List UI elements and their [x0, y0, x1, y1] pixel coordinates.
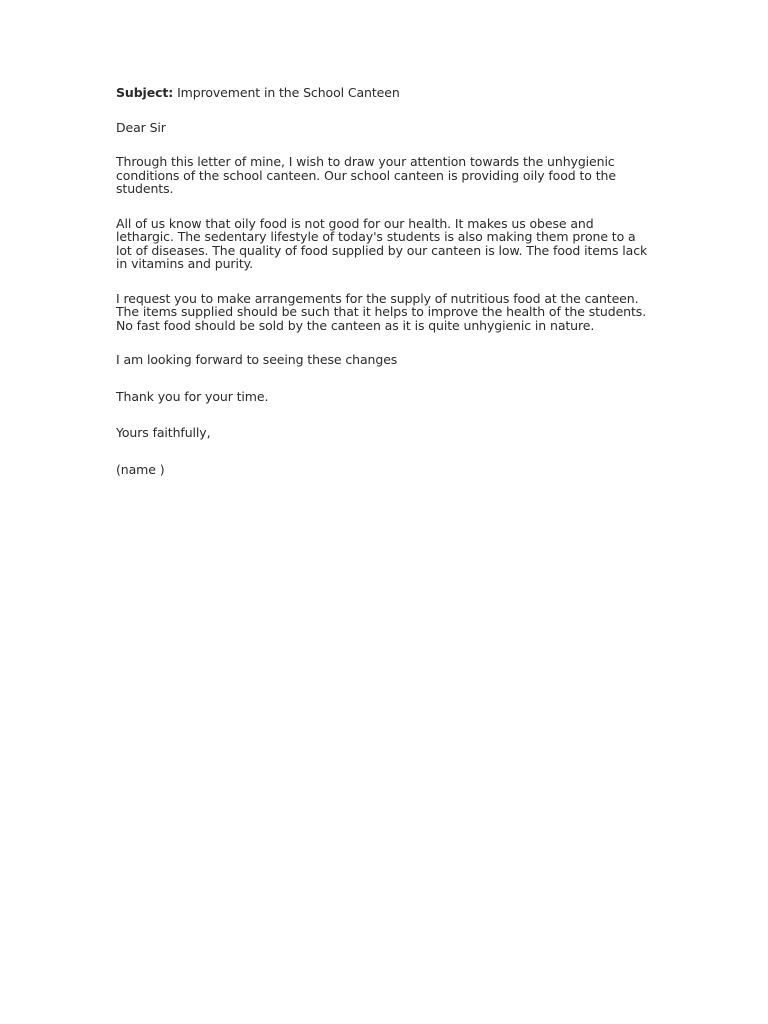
name-placeholder: (name ): [116, 461, 165, 477]
paragraph-line: No fast food should be sold by the canteen as it is quite unhygienic in nature.: [116, 317, 595, 333]
paragraph-line: I request you to make arrangements for the supply of nutritious food at the canteen.: [116, 290, 639, 306]
paragraph-line: in vitamins and purity.: [116, 256, 254, 271]
paragraph-health: [116, 217, 676, 271]
paragraph-line: students.: [116, 181, 174, 196]
paragraph-line: lethargic. The sedentary lifestyle of today's students is also making them prone to a: [116, 229, 636, 244]
paragraph-line: conditions of the school canteen. Our school canteen is providing oily food to the: [116, 167, 616, 183]
letter-document: [116, 86, 676, 476]
paragraph-line: lot of diseases. The quality of food supplied by our canteen is low. The food items lack: [116, 242, 648, 258]
sign-off: Yours faithfully,: [116, 425, 211, 440]
looking-forward-line: I am looking forward to seeing these changes: [116, 352, 398, 367]
paragraph-line: All of us know that oily food is not good for our health. It makes us obese and: [116, 215, 594, 231]
paragraph-request: [116, 292, 676, 333]
subject-label: Subject:: [116, 85, 174, 100]
subject-line: [116, 86, 676, 100]
paragraph-line: Through this letter of mine, I wish to draw your attention towards the unhygienic: [116, 154, 615, 169]
thanks-line: Thank you for your time.: [116, 388, 269, 404]
salutation: Dear Sir: [116, 119, 166, 135]
paragraph-line: The items supplied should be such that it helps to improve the health of the students.: [116, 304, 647, 319]
subject-text: Improvement in the School Canteen: [177, 85, 400, 100]
paragraph-attention: [116, 155, 676, 196]
